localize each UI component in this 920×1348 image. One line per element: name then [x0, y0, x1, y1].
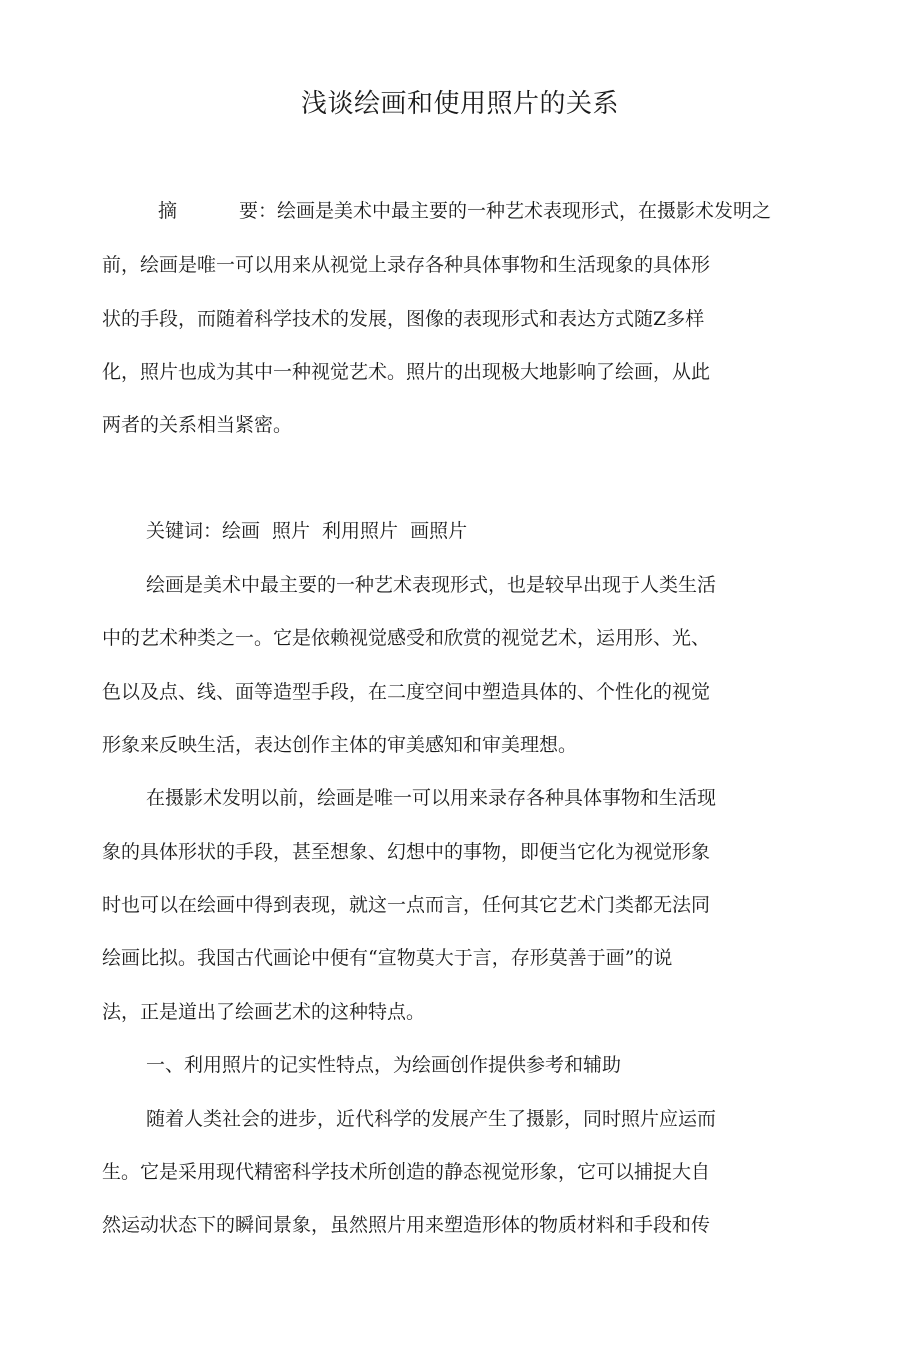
abstract-text-1: 绘画是美术中最主要的一种艺术表现形式，在摄影术发明之: [277, 200, 772, 222]
paragraph-2-line-4: 绘画比拟。我国古代画论中便有“宣物莫大于言，存形莫善于画”的说: [102, 947, 673, 969]
paragraph-1-line-1: 绘画是美术中最主要的一种艺术表现形式，也是较早出现于人类生活: [146, 574, 717, 596]
paragraph-2-line-2: 象的具体形状的手段，甚至想象、幻想中的事物，即便当它化为视觉形象: [102, 841, 711, 863]
abstract-line-3: 状的手段，而随着科学技术的发展，图像的表现形式和表达方式随Z多样: [102, 308, 705, 330]
abstract-line-4: 化，照片也成为其中一种视觉艺术。照片的出现极大地影响了绘画，从此: [102, 361, 711, 383]
paragraph-1-line-2: 中的艺术种类之一。它是依赖视觉感受和欣赏的视觉艺术，运用形、光、: [102, 627, 711, 649]
section-1-heading: 一、利用照片的记实性特点，为绘画创作提供参考和辅助: [146, 1054, 622, 1076]
paragraph-3-line-1: 随着人类社会的进步，近代科学的发展产生了摄影，同时照片应运而: [146, 1108, 717, 1130]
paragraph-2-line-3: 时也可以在绘画中得到表现，就这一点而言，任何其它艺术门类都无法同: [102, 894, 711, 916]
paragraph-2-line-1: 在摄影术发明以前，绘画是唯一可以用来录存各种具体事物和生活现: [146, 787, 717, 809]
keywords-line: [146, 516, 467, 546]
keyword-item: 画照片: [410, 520, 468, 542]
keyword-item: 绘画: [222, 520, 261, 542]
paragraph-3-line-2: 生。它是采用现代精密科学技术所创造的静态视觉形象，它可以捕捉大自: [102, 1161, 711, 1183]
keyword-item: 照片: [272, 520, 311, 542]
abstract-line-2: 前，绘画是唯一可以用来从视觉上录存各种具体事物和生活现象的具体形: [102, 254, 711, 276]
abstract-line-1: [158, 196, 771, 226]
paragraph-2-line-5: 法，正是道出了绘画艺术的这种特点。: [102, 1001, 426, 1023]
abstract-label-second: 要：: [239, 200, 278, 222]
keyword-item: 利用照片: [322, 520, 399, 542]
keywords-label: 关键词：: [146, 520, 223, 542]
paragraph-1-line-3: 色以及点、线、面等造型手段，在二度空间中塑造具体的、个性化的视觉: [102, 681, 711, 703]
document-title: 浅谈绘画和使用照片的关系: [300, 89, 619, 119]
abstract-line-5: 两者的关系相当紧密。: [102, 414, 293, 436]
paragraph-3-line-3: 然运动状态下的瞬间景象，虽然照片用来塑造形体的物质材料和手段和传: [102, 1214, 711, 1236]
abstract-label-first: 摘: [158, 200, 178, 222]
paragraph-1-line-4: 形象来反映生活，表达创作主体的审美感知和审美理想。: [102, 734, 578, 756]
